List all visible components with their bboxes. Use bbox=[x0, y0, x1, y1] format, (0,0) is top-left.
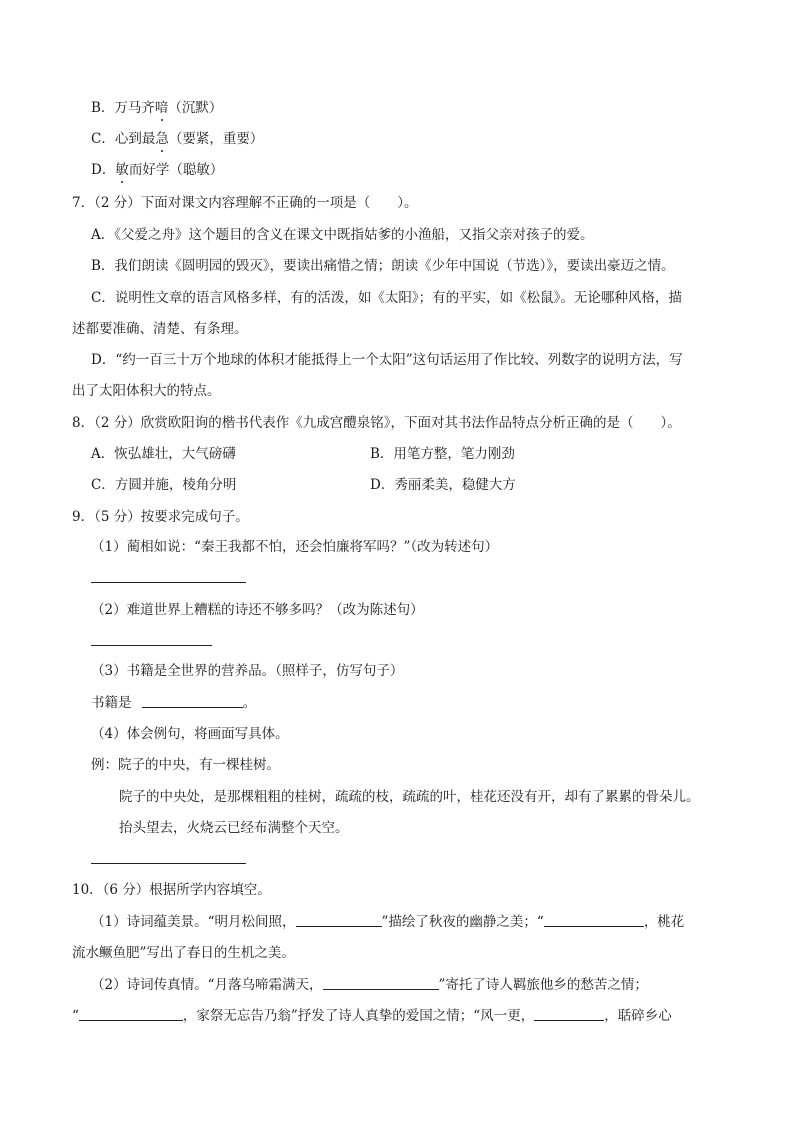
q10-part-2-line1: （2）诗词传真情。“月落乌啼霜满天， ”寄托了诗人羁旅他乡的愁苦之情； bbox=[91, 977, 648, 993]
q9-example-label: 例：院子的中央，有一棵桂树。 bbox=[91, 757, 280, 773]
q9-task-sentence: 抬头望去，火烧云已经布满整个天空。 bbox=[119, 820, 349, 836]
q9-sub-2-answer-line[interactable] bbox=[91, 645, 212, 646]
q6-option-c-emphasized-char: 急 bbox=[155, 131, 169, 147]
q6-option-c: C．心到最急（要紧，重要） bbox=[91, 131, 264, 147]
q10-blank-1[interactable] bbox=[296, 912, 382, 927]
q9-sub-3-blank[interactable] bbox=[142, 693, 243, 708]
q9-example-text: 院子的中央处，是那棵粗粗的桂树，疏疏的枝，疏疏的叶，桂花还没有开，却有了累累的骨朵儿。 bbox=[119, 789, 700, 805]
q7-option-d-line1: D．“约一百三十万个地球的体积才能抵得上一个太阳”这句话运用了作比较、列数字的说明方法，写 bbox=[91, 352, 683, 368]
q10-blank-5[interactable] bbox=[534, 1006, 604, 1021]
q6-option-d: D．敏而好学（聪敏） bbox=[91, 162, 224, 178]
q9-sub-4: （4）体会例句，将画面写具体。 bbox=[91, 726, 289, 742]
q9-sub-3: （3）书籍是全世界的营养品。（照样子，仿写句子） bbox=[91, 663, 404, 679]
q6-option-b-emphasized-char: 喑 bbox=[154, 100, 169, 116]
q9-sub-4-answer-line[interactable] bbox=[91, 863, 246, 864]
q7-option-a: A．《父爱之舟》这个题目的含义在课文中既指姑爹的小渔船，又指父亲对孩子的爱。 bbox=[91, 227, 594, 243]
q10-blank-4[interactable] bbox=[79, 1006, 183, 1021]
q7-stem: 7．（2 分）下面对课文内容理解不正确的一项是（ ）。 bbox=[72, 195, 418, 211]
q10-stem: 10．（6 分）根据所学内容填空。 bbox=[72, 882, 271, 898]
q8-option-a: A．恢弘雄壮，大气磅礴 bbox=[91, 446, 236, 462]
q9-sub-1-answer-line[interactable] bbox=[91, 582, 246, 583]
q8-option-c: C．方圆并施，棱角分明 bbox=[91, 477, 237, 493]
q6-option-d-emphasized-char: 敏 bbox=[115, 162, 129, 178]
q10-part-1-line1: （1）诗词蕴美景。“明月松间照， ”描绘了秋夜的幽静之美；“ ，桃花 bbox=[91, 914, 685, 930]
q9-sub-1: （1）蔺相如说：“秦王我都不怕，还会怕廉将军吗？”（改为转述句） bbox=[91, 539, 499, 555]
q10-blank-3[interactable] bbox=[323, 975, 439, 990]
q7-option-c-line1: C．说明性文章的语言风格多样，有的活泼，如《太阳》；有的平实，如《松鼠》。无论哪种风格，描 bbox=[91, 290, 682, 306]
q7-option-c-line2: 述都要准确、清楚、有条理。 bbox=[72, 321, 248, 337]
q10-part-1-line2: 流水鳜鱼肥”写出了春日的生机之美。 bbox=[72, 945, 295, 961]
q10-blank-2[interactable] bbox=[544, 912, 644, 927]
q8-option-b: B．用笔方整，笔力刚劲 bbox=[370, 446, 515, 462]
q9-stem: 9．（5 分）按要求完成句子。 bbox=[72, 509, 249, 525]
q9-sub-2: （2）难道世界上糟糕的诗还不够多吗？（改为陈述句） bbox=[91, 602, 424, 618]
q9-sub-3-fill: 书籍是 。 bbox=[91, 695, 257, 711]
q7-option-d-line2: 出了太阳体积大的特点。 bbox=[72, 383, 221, 399]
q8-stem: 8．（2 分）欣赏欧阳询的楷书代表作《九成宫醴泉铭》，下面对其书法作品特点分析正确的是（ ）。 bbox=[72, 415, 681, 431]
q7-option-b: B．我们朗读《圆明园的毁灭》，要读出痛惜之情；朗读《少年中国说（节选）》，要读出豪迈之情。 bbox=[91, 258, 675, 274]
q8-option-d: D．秀丽柔美，稳健大方 bbox=[370, 477, 516, 493]
q10-part-2-line2: “ ，家祭无忘告乃翁”抒发了诗人真挚的爱国之情；“风一更， ，聒碎乡心 bbox=[72, 1008, 672, 1024]
q6-option-b: B．万马齐喑（沉默） bbox=[91, 100, 223, 116]
